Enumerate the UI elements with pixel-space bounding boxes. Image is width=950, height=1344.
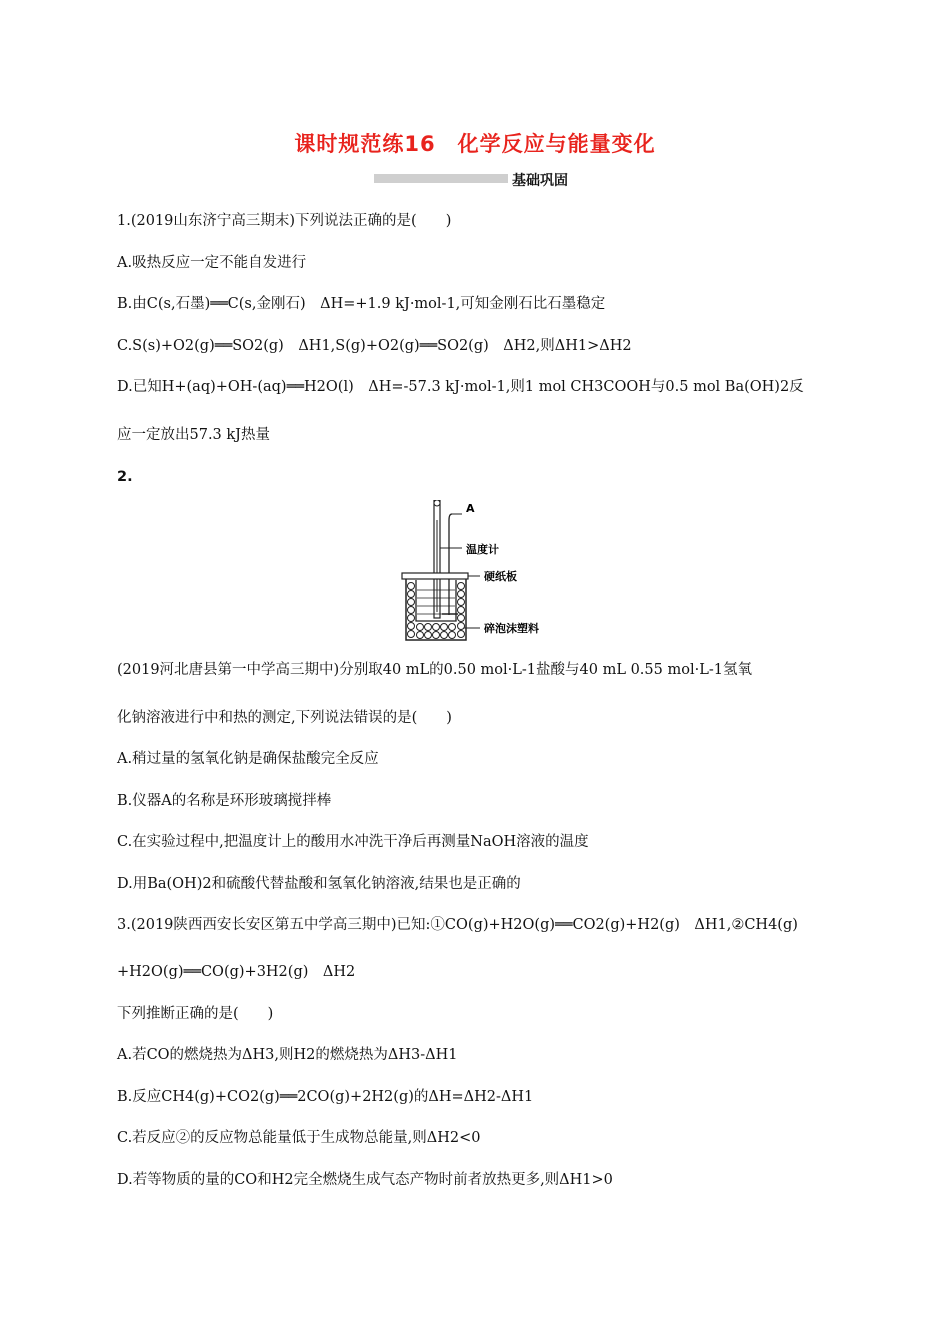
q2-option-c: C.在实验过程中,把温度计上的酸用水冲洗干净后再测量NaOH溶液的温度: [117, 834, 589, 850]
q1-option-d-line1: D.已知H+(aq)+OH-(aq)══H2O(l) ΔH=-57.3 kJ·mol-1,则1 mol CH3COOH与0.5 mol Ba(OH)2反: [117, 379, 804, 395]
q1-option-d-line2: 应一定放出57.3 kJ热量: [117, 427, 270, 443]
q3-option-a: A.若CO的燃烧热为ΔH3,则H2的燃烧热为ΔH3-ΔH1: [117, 1047, 458, 1063]
q1-option-b: B.由C(s,石墨)══C(s,金刚石) ΔH=+1.9 kJ·mol-1,可知金刚石比石墨稳定: [117, 296, 606, 312]
figure-label-thermometer: 温度计: [466, 543, 499, 556]
q3-stem-line3: 下列推断正确的是( ): [117, 1006, 274, 1022]
q2-number: 2.: [117, 469, 133, 485]
q1-option-c: C.S(s)+O2(g)══SO2(g) ΔH1,S(g)+O2(g)══SO2(g) ΔH2,则ΔH1>ΔH2: [117, 338, 632, 354]
figure-label-a: A: [466, 502, 475, 515]
q2-option-a: A.稍过量的氢氧化钠是确保盐酸完全反应: [117, 751, 379, 767]
q3-option-b: B.反应CH4(g)+CO2(g)══2CO(g)+2H2(g)的ΔH=ΔH2-ΔH1: [117, 1089, 534, 1105]
q2-option-b: B.仪器A的名称是环形玻璃搅拌棒: [117, 793, 332, 809]
figure-label-foam: 碎泡沫塑料: [484, 622, 539, 635]
q1-stem: 1.(2019山东济宁高三期末)下列说法正确的是( ): [117, 213, 452, 229]
q2-option-d: D.用Ba(OH)2和硫酸代替盐酸和氢氧化钠溶液,结果也是正确的: [117, 876, 521, 892]
calorimeter-figure: [400, 500, 570, 645]
q3-stem-line1: 3.(2019陕西西安长安区第五中学高三期中)已知:①CO(g)+H2O(g)══CO2(g)+H2(g) ΔH1,②CH4(g): [117, 917, 798, 933]
q3-stem-line2: +H2O(g)══CO(g)+3H2(g) ΔH2: [117, 964, 356, 980]
q3-option-c: C.若反应②的反应物总能量低于生成物总能量,则ΔH2<0: [117, 1130, 481, 1146]
q3-option-d: D.若等物质的量的CO和H2完全燃烧生成气态产物时前者放热更多,则ΔH1>0: [117, 1172, 613, 1188]
figure-label-cardboard: 硬纸板: [484, 570, 517, 583]
q2-stem-line1: (2019河北唐县第一中学高三期中)分别取40 mL的0.50 mol·L-1盐酸与40 mL 0.55 mol·L-1氢氧: [117, 662, 752, 678]
q1-option-a: A.吸热反应一定不能自发进行: [117, 255, 307, 271]
section-divider: [374, 174, 508, 183]
section-label: 基础巩固: [512, 173, 568, 189]
q2-stem-line2: 化钠溶液进行中和热的测定,下列说法错误的是( ): [117, 710, 452, 726]
page-title: 课时规范练16 化学反应与能量变化: [294, 132, 656, 156]
